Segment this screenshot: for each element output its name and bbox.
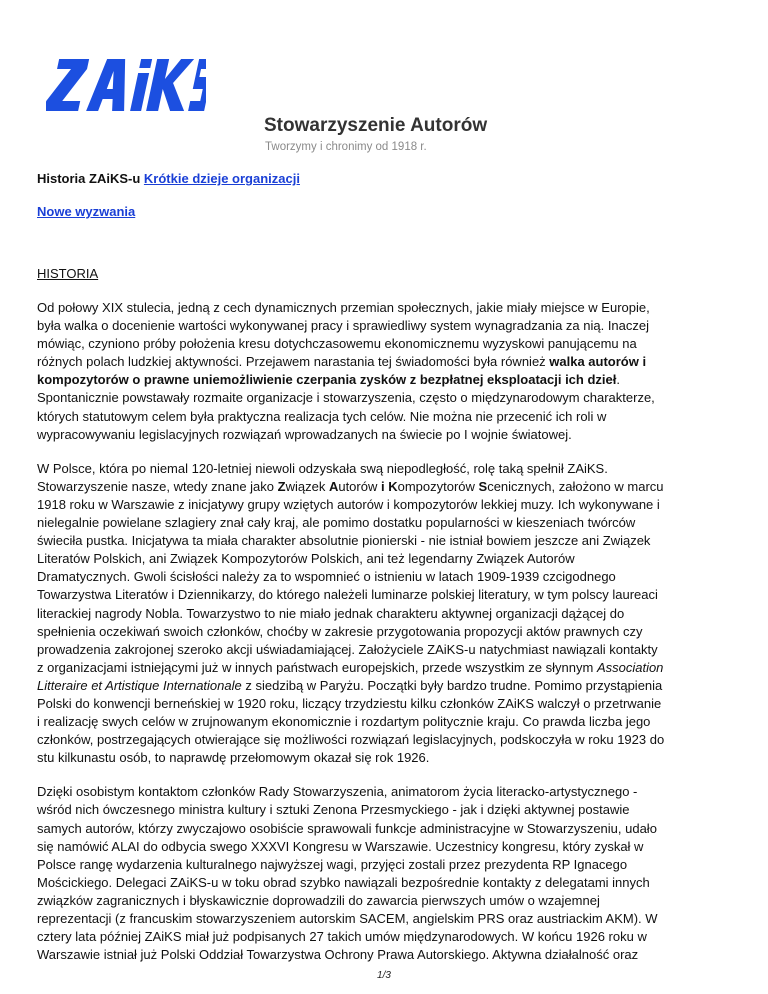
text-span: ompozytorów xyxy=(397,478,479,494)
paragraph-2 xyxy=(37,460,737,768)
page-number: 1/3 xyxy=(377,970,391,981)
text-span: . xyxy=(616,372,620,388)
text-span: z organizacjami istniejącymi już w innych państwach europejskich, przede wszystkim ze słynnym xyxy=(37,659,597,675)
text-line xyxy=(37,677,737,695)
text-span: cenicznych, założono w marcu xyxy=(487,478,664,494)
paragraph-1 xyxy=(37,299,737,444)
nav-label: Historia ZAiKS-u xyxy=(37,171,141,186)
section-nav-2 xyxy=(37,204,135,219)
zaiks-logo-mark xyxy=(46,55,206,115)
text-line: się namówić ALAI do odbycia swego XXXVI Kongresu w Warszawie. Uczestnicy kongresu, który zyskał w xyxy=(37,838,644,854)
nav-link-new-challenges[interactable]: Nowe wyzwania xyxy=(37,204,136,219)
section-heading: HISTORIA xyxy=(37,266,99,281)
text-line: Spontanicznie powstawały rozmaite organizacje i stowarzyszenia, często o międzynarodowym charakterze, xyxy=(37,390,655,406)
section-nav xyxy=(37,171,300,186)
text-line: nielegalnie powielane szlagiery znał cały kraj, ale pomimo dostatku popularności w kieszeniach twórców xyxy=(37,515,636,531)
text-line: wypracowywaniu legislacyjnych rozwiązań wprowadzanych na świecie po I wojnie światowej. xyxy=(37,426,572,442)
text-line: literackiej nagrody Nobla. Towarzystwo to nie miało jednak charakteru aktywnej organizacji dążącej do xyxy=(37,605,625,621)
brand-subtitle: Tworzymy i chronimy od 1918 r. xyxy=(265,141,427,153)
text-line: świeciła pustka. Inicjatywa ta miała charakter absolutnie pionierski - nie istniał bowiem jeszcze ani Związek xyxy=(37,533,651,549)
text-line: Polski do konwencji berneńskiej w 1920 roku, liczący trzydziestu kilku członków ZAiKS walczył o przetrwanie xyxy=(37,695,662,711)
text-line: Polsce rangę wydarzenia kulturalnego najwyższej wagi, przyjęci zostali przez prezydenta RP Ignacego xyxy=(37,856,628,872)
article-body xyxy=(37,299,737,980)
bold-text: S xyxy=(478,478,488,494)
text-line: prowadzenia zakrojonej szeroko akcji uświadamiającej. Założyciele ZAiKS-u natychmiast nawiązali kontakty xyxy=(37,641,658,657)
text-span: wiązek xyxy=(285,478,329,494)
text-line: reprezentacji (z francuskim stowarzyszeniem autorskim SACEM, angielskim PRS oraz austriackim AKM). W xyxy=(37,911,658,926)
text-line: stu kilkunastu osób, to naprawdę przełomowym okazał się rok 1926. xyxy=(37,750,430,766)
text-line: Warszawie istniał już Polski Oddział Towarzystwa Ochrony Prawa Autorskiego. Aktywna działalność oraz xyxy=(37,947,639,963)
text-line xyxy=(37,371,737,389)
text-line: których statutowym celem była praktyczna realizacja tych celów. Nie można nie przecenić ich roli w xyxy=(37,408,607,424)
text-line: Dzięki osobistym kontaktom członków Rady Stowarzyszenia, animatorom życia literacko-artystycznego - xyxy=(37,784,638,800)
text-line: Dramatycznych. Gwoli ścisłości należy za to wspomnieć o istnieniu w latach 1909-1939 czcigodnego xyxy=(37,569,616,585)
text-line: Mościckiego. Delegaci ZAiKS-u w toku obrad szybko nawiązali bezpośrednie kontakty z delegatami innych xyxy=(37,874,650,890)
text-line: mówiąc, czyniono próby położenia kresu dotychczasowemu ekonomicznemu wyzyskowi panującemu na xyxy=(37,336,637,352)
text-span: utorów xyxy=(338,478,381,494)
bold-text: i K xyxy=(380,478,398,494)
bold-text: kompozytorów o prawne uniemożliwienie czerpania zysków z bezpłatnej eksploatacji ich dzieł xyxy=(37,372,617,388)
zaiks-logo[interactable] xyxy=(46,55,488,153)
nav-link-short-history[interactable]: Krótkie dzieje organizacji xyxy=(143,171,300,186)
text-line: członków, postrzegających otwierające się możliwości rozwiązań legislacyjnych, podskoczyła w roku 1923 do xyxy=(37,732,665,748)
italic-text: Litteraire et Artistique Internationale xyxy=(37,677,242,693)
text-line: i realizację swych celów w zrujnowanym ekonomicznie i rozdartym politycznie kraju. Co prawda liczba jego xyxy=(37,714,651,730)
brand-title: Stowarzyszenie Autorów xyxy=(264,115,488,136)
text-span: z siedzibą w Paryżu. Początki były bardzo trudne. Pomimo przystąpienia xyxy=(241,677,663,693)
text-line: Literatów Polskich, ani Związek Kompozytorów Polskich, ani też legendarny Związek Autorów xyxy=(37,551,575,567)
text-line: 1918 roku w Warszawie z inicjatywy grupy wziętych autorów i kompozytorów lekkiej muzy. Ich wykonywane i xyxy=(37,496,660,512)
bold-text: A xyxy=(328,478,339,494)
text-line: Towarzystwa Literatów i Dziennikarzy, do którego należeli luminarze polskiej literatury, w tym polscy laureaci xyxy=(37,587,658,603)
text-line: Od połowy XIX stulecia, jedną z cech dynamicznych przemian społecznych, jakie miały miejsce w Europie, xyxy=(37,300,650,315)
text-line: była walka o docenienie wartości wykonywanej pracy i sprawiedliwy system wynagradzania za nią. Inaczej xyxy=(37,318,650,334)
text-line: cztery lata później ZAiKS miał już podpisanych 27 takich umów międzynarodowych. W końcu 1926 roku w xyxy=(37,929,647,945)
text-span: różnych polach ludzkiej aktywności. Przejawem narastania tej świadomości była również xyxy=(37,354,550,370)
paragraph-3 xyxy=(37,783,737,964)
bold-text: walka autorów i xyxy=(549,354,647,370)
text-line: samych autorów, którzy zwyczajowo osobiście sprawowali funkcje administracyjne w Stowarzyszeniu, udało xyxy=(37,820,657,836)
text-line xyxy=(37,659,737,677)
italic-text: Association xyxy=(596,659,664,675)
text-span: Stowarzyszenie nasze, wtedy znane jako xyxy=(37,478,278,494)
text-line xyxy=(37,353,737,371)
text-line: związków zagranicznych i błyskawicznie doprowadzili do zawarcia pierwszych umów o wzajemnej xyxy=(37,892,600,908)
text-line: wśród nich ówczesnego ministra kultury i sztuki Zenona Przesmyckiego - jak i dzięki aktywnej postawie xyxy=(37,802,630,818)
text-line: spełnienia oczekiwań swoich członków, choćby w zakresie przygotowania propozycji aktów prawnych czy xyxy=(37,623,643,639)
bold-text: Z xyxy=(277,478,286,494)
text-line xyxy=(37,478,737,496)
text-line: W Polsce, która po niemal 120-letniej niewoli odzyskała swą niepodległość, rolę taką spełnił ZAiKS. xyxy=(37,460,608,476)
